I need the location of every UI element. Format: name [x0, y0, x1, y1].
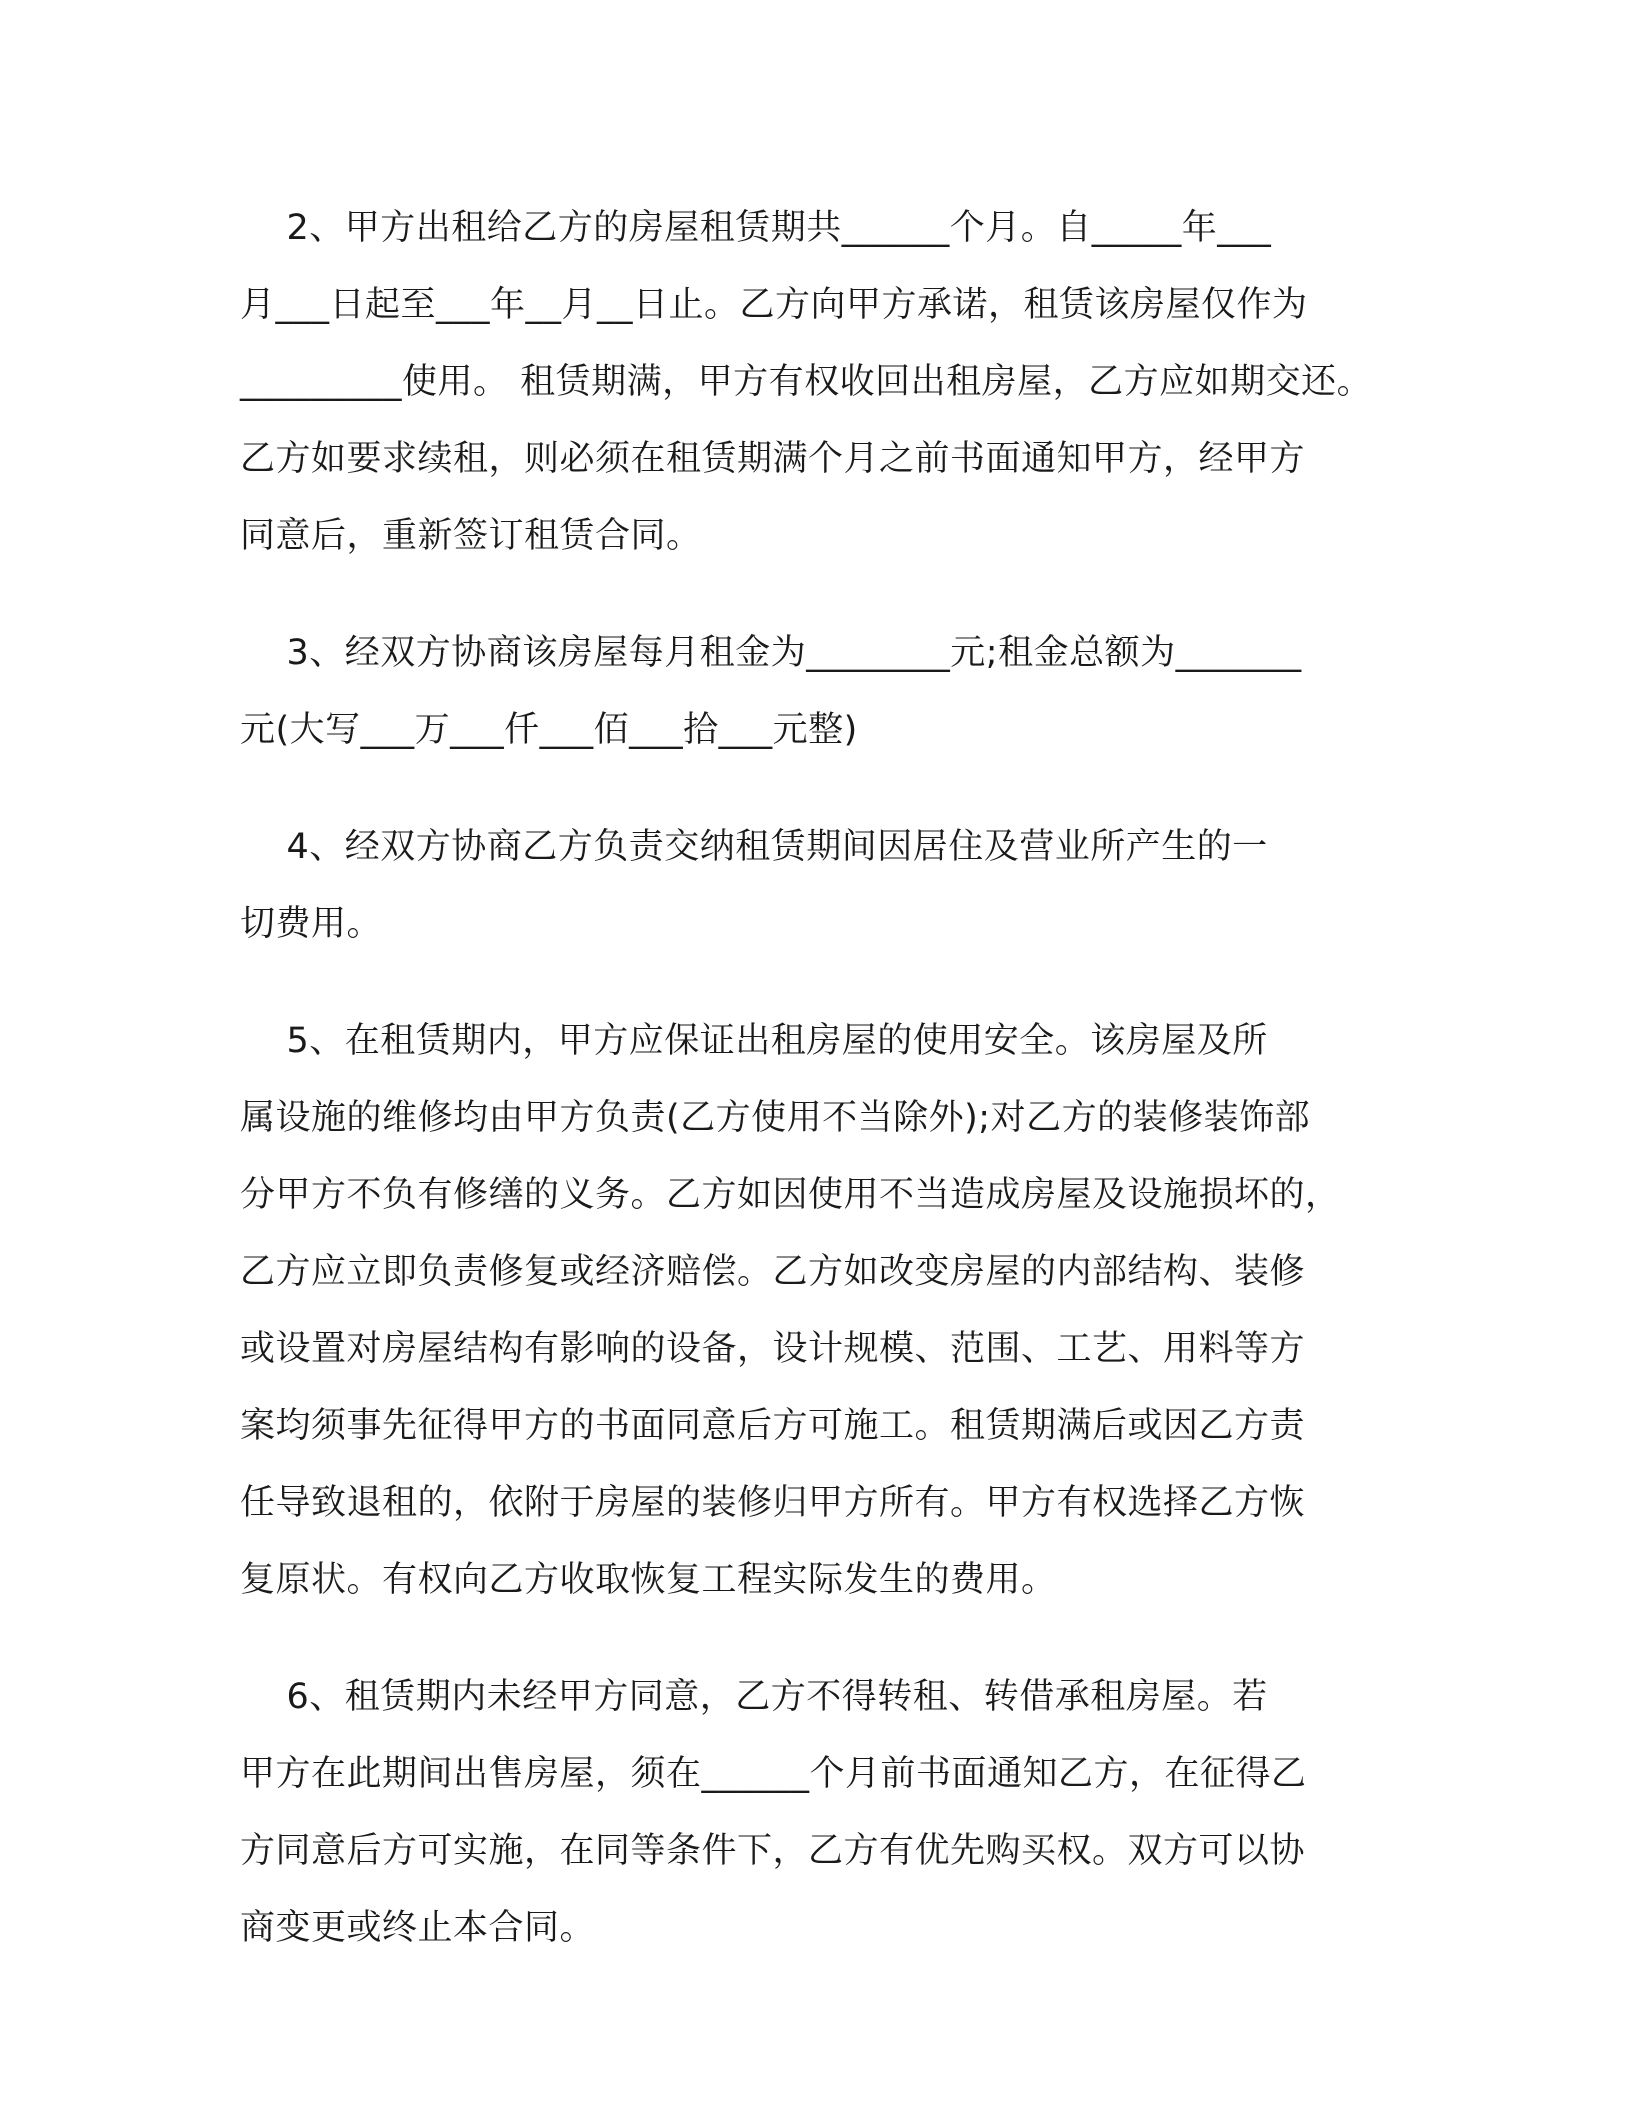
- clause-4: [240, 809, 1410, 963]
- clause-5-line-1: 5、在租赁期内，甲方应保证出租房屋的使用安全。该房屋及所: [240, 1021, 1268, 1061]
- clause-5: [240, 1003, 1410, 1619]
- clause-5-line-8: 复原状。有权向乙方收取恢复工程实际发生的费用。: [240, 1560, 1057, 1600]
- clause-5-line-4: 乙方应立即负责修复或经济赔偿。乙方如改变房屋的内部结构、装修: [240, 1252, 1306, 1292]
- clause-4-line-2: 切费用。: [240, 904, 383, 944]
- clause-3-line-2: 元(大写___万___仟___佰___拾___元整): [240, 710, 858, 750]
- clause-5-line-7: 任导致退租的，依附于房屋的装修归甲方所有。甲方有权选择乙方恢: [240, 1483, 1306, 1523]
- clause-5-line-6: 案均须事先征得甲方的书面同意后方可施工。租赁期满后或因乙方责: [240, 1406, 1306, 1446]
- contract-body: [240, 190, 1410, 2007]
- clause-5-line-2: 属设施的维修均由甲方负责(乙方使用不当除外);对乙方的装修装饰部: [240, 1098, 1311, 1138]
- clause-2-line-4: 乙方如要求续租，则必须在租赁期满个月之前书面通知甲方，经甲方: [240, 439, 1306, 479]
- clause-4-line-1: 4、经双方协商乙方负责交纳租赁期间因居住及营业所产生的一: [240, 827, 1268, 867]
- clause-5-line-3: 分甲方不负有修缮的义务。乙方如因使用不当造成房屋及设施损坏的，: [240, 1175, 1341, 1215]
- clause-2-line-5: 同意后，重新签订租赁合同。: [240, 516, 702, 556]
- clause-6-line-3: 方同意后方可实施，在同等条件下，乙方有优先购买权。双方可以协: [240, 1831, 1306, 1871]
- clause-6-line-4: 商变更或终止本合同。: [240, 1908, 596, 1948]
- clause-2-line-1: 2、甲方出租给乙方的房屋租赁期共______个月。自_____年___: [240, 208, 1272, 248]
- clause-3: [240, 615, 1410, 769]
- clause-2: [240, 190, 1410, 575]
- clause-2-line-3: _________使用。 租赁期满，甲方有权收回出租房屋，乙方应如期交还。: [240, 362, 1373, 402]
- clause-2-line-2: 月___日起至___年__月__日止。乙方向甲方承诺，租赁该房屋仅作为: [240, 285, 1308, 325]
- clause-5-line-5: 或设置对房屋结构有影响的设备，设计规模、范围、工艺、用料等方: [240, 1329, 1306, 1369]
- clause-3-line-1: 3、经双方协商该房屋每月租金为________元;租金总额为_______: [240, 633, 1302, 673]
- clause-6-line-1: 6、租赁期内未经甲方同意，乙方不得转租、转借承租房屋。若: [240, 1677, 1268, 1717]
- clause-6: [240, 1659, 1410, 1967]
- clause-6-line-2: 甲方在此期间出售房屋，须在______个月前书面通知乙方，在征得乙: [240, 1754, 1307, 1794]
